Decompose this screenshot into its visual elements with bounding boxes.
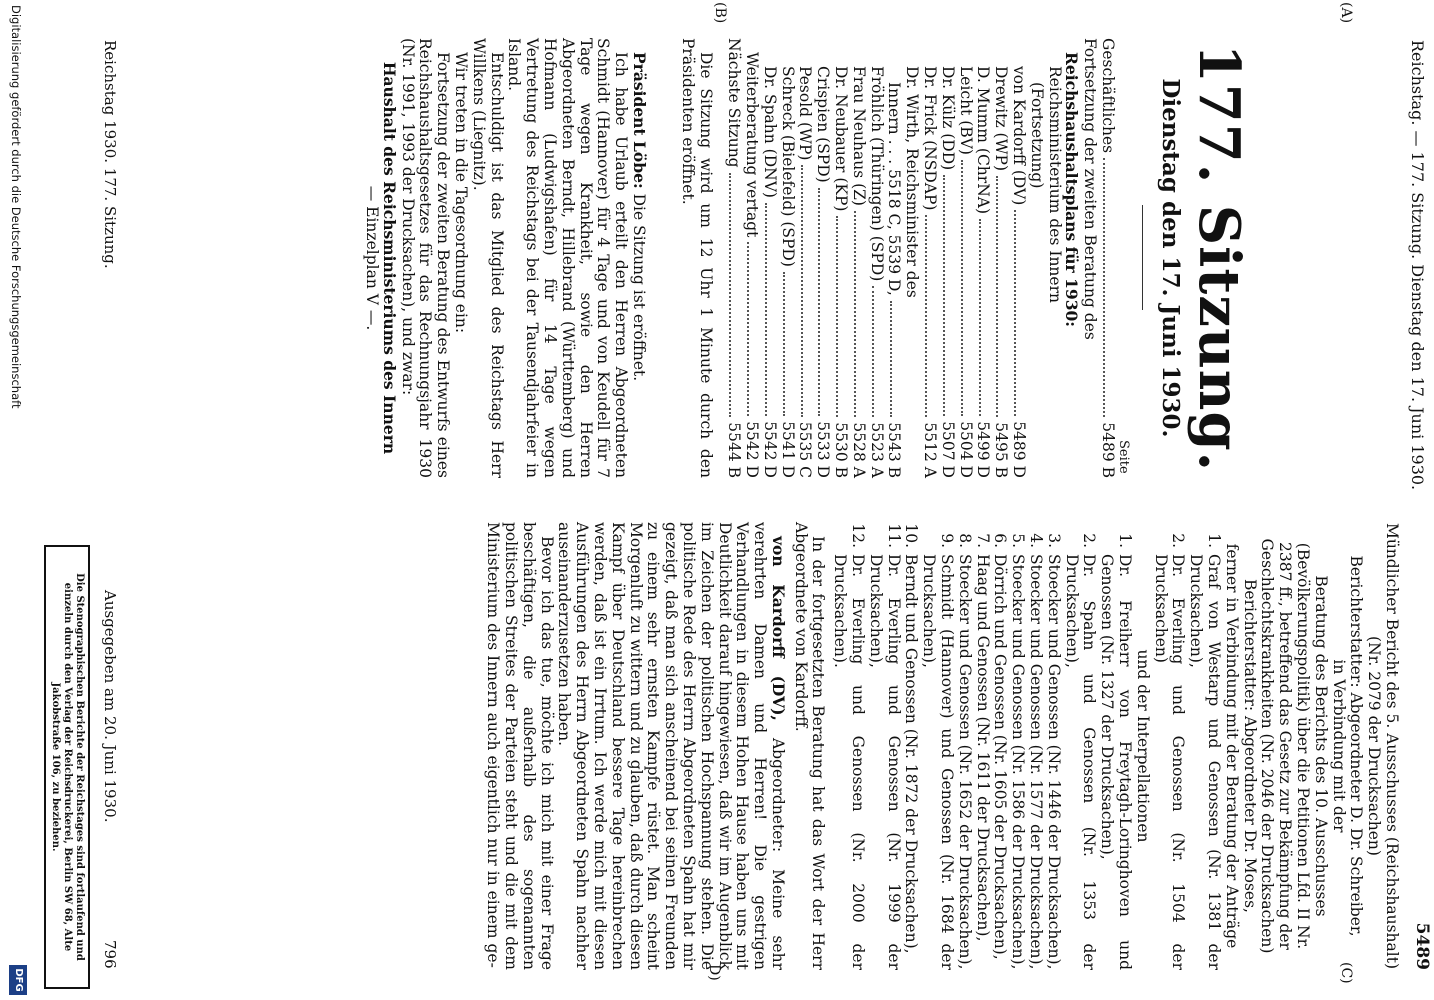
item-text: Stoecker und Genossen (Nr. 1446 der Drucksachen), — [1044, 554, 1063, 970]
margin-mark-c: (C) — [1338, 962, 1354, 984]
toc-row — [1009, 38, 1027, 478]
toc-entry: Innern . . . 5518 C, 5539 D, — [885, 82, 904, 296]
toc-leader — [996, 176, 998, 417]
toc-entry: Fröhlich (Thüringen) (SPD) — [867, 66, 886, 282]
item-text: Graf von Westarp und Genossen (Nr. 1381 der Drucksachen), — [1187, 554, 1224, 970]
toc-leader — [943, 175, 945, 416]
item-number: 2. — [1169, 533, 1188, 548]
connection-1: in Verbindung mit der — [1329, 659, 1348, 833]
item-text: Haag und Genossen (Nr. 1611 der Drucksachen), — [973, 554, 992, 942]
toc-leader — [801, 165, 803, 416]
toc-entry: Schreck (Bielefeld) (SPD) — [778, 66, 797, 267]
toc-page: 5495 B — [992, 422, 1011, 478]
motion-item — [1151, 522, 1187, 970]
interpellations-heading: und der Interpellationen — [1133, 649, 1152, 843]
interpellation-item — [991, 522, 1009, 970]
toc-entry: Drewitz (WP) — [992, 66, 1011, 172]
toc-row — [849, 38, 867, 478]
excused-paragraph: Entschuldigt ist das Mitglied des Reichstags Herr Willkens (Liegnitz). — [469, 38, 506, 478]
table-of-contents — [724, 38, 1116, 478]
agenda-item: Fortsetzung der zweiten Beratung des Entwurfs eines Reichshaushaltsgesetzes für das Rechnungsjahr 1930 (Nr. 1991, 1993 der Drucksachen), und zwar: — [398, 38, 453, 478]
toc-row — [813, 38, 831, 478]
toc-entry: Geschäftliches — [1099, 38, 1117, 154]
president-section — [362, 38, 648, 478]
kardorff-speaker: von Kardorff (DV), — [768, 536, 788, 721]
interpellations-list — [831, 522, 1134, 970]
right-column — [483, 522, 1400, 970]
toc-page: 5543 B — [885, 422, 904, 478]
kardorff-speech-continued: Bevor ich das tue, möchte ich mich mit einer Frage beschäftigen, die außerhalb des sogenannten politischen Streites der Parteien steht und die mit dem Ministerium des Innern auch eigentlich nur in einem ge- — [484, 522, 556, 970]
toc-page: 5542 D — [743, 421, 762, 478]
toc-page: 5489 B — [1099, 422, 1117, 478]
toc-row — [1098, 38, 1116, 478]
toc-row — [902, 38, 920, 478]
interpellation-item — [902, 522, 920, 970]
session-date: Dienstag den 17. Juni 1930. — [1157, 78, 1184, 438]
toc-leader — [747, 242, 749, 416]
item-text: Stoecker und Genossen (Nr. 1586 der Drucksachen), — [1009, 554, 1028, 970]
toc-leader — [818, 188, 820, 416]
toc-leader — [979, 219, 981, 416]
toc-page: 5528 A — [849, 422, 868, 478]
toc-page: 5512 A — [921, 422, 940, 478]
item-text: Dr. Freiherr von Freytagh-Loringhoven und Genossen (Nr. 1327 der Drucksachen), — [1098, 554, 1135, 970]
toc-row — [885, 38, 903, 478]
toc-row — [1027, 38, 1045, 478]
toc-leader — [872, 286, 874, 417]
toc-leader — [890, 301, 892, 417]
title-rule — [1142, 205, 1143, 310]
toc-row — [991, 38, 1009, 478]
item-text: Dörrich und Genossen (Nr. 1605 der Drucksachen), — [991, 554, 1010, 960]
toc-page: 5507 D — [938, 421, 957, 478]
digitization-footer — [4, 0, 30, 1000]
margin-mark-d: D) — [706, 964, 722, 981]
toc-entry: Weiterberatung vertagt — [743, 52, 762, 238]
toc-page: 5533 D — [814, 421, 833, 478]
item-number: 8. — [955, 533, 974, 548]
toc-row — [778, 38, 796, 478]
toc-entry: Reichshaushaltsplans für 1930: — [1062, 52, 1082, 327]
interpellation-item — [1062, 522, 1098, 970]
item-number: 3. — [1044, 533, 1063, 548]
toc-page: 5530 B — [832, 422, 851, 478]
toc-leader — [783, 272, 785, 416]
interpellation-item — [1097, 522, 1133, 970]
budget-sub: — Einzelplan V —. — [363, 185, 382, 331]
item-text: Stoecker und Genossen (Nr. 1577 der Drucksachen), — [1027, 554, 1046, 970]
motion-item — [1186, 522, 1222, 970]
toc-entry: Leicht (BV) — [956, 66, 975, 155]
toc-row — [956, 38, 974, 478]
toc-entry: Dr. Wirth, Reichsminister des — [903, 66, 922, 298]
running-head-title: Reichstag. — 177. Sitzung. Dienstag den 17. Juni 1930. — [1408, 40, 1427, 491]
motions-list — [1151, 522, 1222, 970]
toc-page: 5523 A — [867, 422, 886, 478]
toc-leader — [836, 216, 838, 417]
page-number: 5489 — [1412, 922, 1432, 970]
budget-heading: Haushalt des Reichsministeriums des Innern — [379, 61, 399, 455]
toc-leader — [1103, 158, 1105, 417]
item-text: Dr. Everling und Genossen (Nr. 2000 der Drucksachen). — [831, 554, 868, 970]
issue-date: Ausgegeben am 20. Juni 1930. — [101, 590, 119, 823]
item-number: 7. — [973, 533, 992, 548]
toc-entry: Crispien (SPD) — [814, 66, 833, 183]
president-speaker: Präsident Löbe: — [630, 52, 649, 189]
toc-leader — [961, 160, 963, 416]
toc-row — [796, 38, 814, 478]
report-1: Mündlicher Bericht des 5. Ausschusses (Reichshaushalt) (Nr. 2079 der Drucksachen) — [1365, 522, 1401, 970]
report-2: Beratung des Berichts des 10. Ausschusses (Bevölkerungspolitik) über die Petitionen Lfd. II Nr. 2387 ff., betreffend das Gesetz zur Bekämpfung der Geschlechtskrankheiten (Nr. 2046 der Drucksachen) — [1258, 538, 1330, 954]
reporter-1: Berichterstatter: Abgeordneter D. Dr. Schreiber, — [1347, 555, 1366, 937]
item-number: 4. — [1027, 533, 1046, 548]
toc-row — [760, 38, 778, 478]
toc-entry: Nächste Sitzung — [725, 38, 744, 168]
margin-mark-b: (B) — [712, 2, 728, 24]
toc-page: 5489 D — [1010, 421, 1029, 478]
publisher-stamp: Die Stenographischen Berichte der Reichstages sind fortlaufend und einzeln durch den Verlag der Reichsdruckerei, Berlin SW 68, Alte Jakobstraße 106, zu beziehen. — [44, 545, 90, 989]
item-text: Dr. Everling und Genossen (Nr. 1504 der Drucksachen) — [1151, 554, 1188, 970]
dfg-logo: DFG — [9, 965, 27, 995]
toc-page: 5541 D — [778, 421, 797, 478]
item-number: 10. — [902, 523, 921, 548]
item-text: Dr. Spahn und Genossen (Nr. 1353 der Drucksachen), — [1062, 554, 1099, 970]
toc-page: 5542 D — [760, 421, 779, 478]
toc-entry: Dr. Spahn (DNV) — [760, 66, 779, 198]
toc-entry: Reichsministerium des Innern — [1045, 66, 1064, 303]
toc-leader — [729, 173, 731, 418]
toc-entry: Dr. Frick (NSDAP) — [921, 66, 940, 211]
footer-text: Digitalisierung gefördert durch die Deutsche Forschungsgemeinschaft — [9, 5, 23, 409]
item-text: Berndt und Genossen (Nr. 1872 der Drucksachen), — [902, 554, 921, 954]
toc-row — [1045, 38, 1063, 478]
bottom-left: Reichstag 1930. 177. Sitzung. — [101, 40, 119, 269]
item-number: 1. — [1205, 533, 1224, 548]
toc-row — [724, 38, 742, 478]
toc-entry: D. Mumm (ChrNA) — [974, 66, 993, 215]
opening-text: Die Sitzung wird um 12 Uhr 1 Minute durch den Präsidenten eröffnet. — [679, 38, 715, 478]
interpellation-item — [831, 522, 867, 970]
toc-entry: (Fortsetzung) — [1027, 82, 1046, 189]
toc-row — [867, 38, 885, 478]
interpellation-item — [1008, 522, 1026, 970]
toc-entry: Dr. Külz (DD) — [938, 66, 957, 171]
interpellation-item — [866, 522, 902, 970]
president-intro: Die Sitzung ist eröffnet. — [630, 193, 648, 382]
agenda-intro: Wir treten in die Tagesordnung ein: — [452, 52, 471, 334]
item-number: 6. — [991, 533, 1010, 548]
bottom-line — [98, 40, 118, 970]
interpellation-item — [955, 522, 973, 970]
toc-entry: Pesold (WP) — [796, 66, 815, 161]
margin-mark-a: (A) — [1338, 2, 1354, 24]
toc-entry: von Kardorff (DV) — [1010, 66, 1029, 206]
running-head — [1404, 40, 1430, 970]
toc-leader — [854, 211, 856, 417]
toc-row — [938, 38, 956, 478]
item-number: 12. — [849, 523, 868, 548]
toc-leader — [1014, 210, 1016, 416]
reporter-2: Berichterstatter: Abgeordneter Dr. Moses, — [1240, 579, 1259, 913]
toc-entry: Fortsetzung der zweiten Beratung des — [1081, 38, 1100, 340]
toc-seite-label: Seite — [1116, 440, 1131, 474]
toc-row — [974, 38, 992, 478]
item-number: 11. — [884, 523, 903, 548]
toc-entry: Frau Neuhaus (Z) — [849, 66, 868, 206]
session-title: 177. Sitzung. — [1186, 43, 1252, 473]
item-text: Stoecker und Genossen (Nr. 1652 der Drucksachen), — [955, 554, 974, 970]
item-number: 1. — [1116, 533, 1135, 548]
connection-2: ferner in Verbindung mit der Beratung der Anträge — [1222, 543, 1241, 949]
toc-page: 5499 D — [974, 421, 993, 478]
opening-note — [678, 38, 714, 478]
interpellation-item — [919, 522, 955, 970]
item-text: Schmidt (Hannover) und Genossen (Nr. 1684 der Drucksachen), — [920, 554, 957, 970]
floor-note: In der fortgesetzten Beratung hat das Wort der Herr Abgeordnete von Kardorff. — [791, 522, 828, 970]
toc-page: 5544 B — [725, 422, 744, 478]
item-number: 2. — [1080, 533, 1099, 548]
item-number: 5. — [1009, 533, 1028, 548]
interpellation-item — [1044, 522, 1062, 970]
sheet-number: 796 — [101, 940, 119, 969]
toc-leader — [765, 203, 767, 416]
toc-leader — [925, 215, 927, 417]
interpellation-item — [973, 522, 991, 970]
toc-row — [831, 38, 849, 478]
toc-row — [920, 38, 938, 478]
toc-entry: Dr. Neubauer (KP) — [832, 66, 851, 212]
item-number: 9. — [938, 533, 957, 548]
toc-row — [1080, 38, 1098, 478]
toc-row — [742, 38, 760, 478]
toc-row — [1063, 38, 1081, 478]
kardorff-speech: Abgeordneter: Meine sehr verehrten Damen und Herren! Die gestrigen Verhandlungen in diesem Hohen Hause haben uns mit Deutlichkeit darauf hingewiesen, daß wir im Augenblick im Zeichen der politischen Hochspannung stehen. Die politische Rede des Herrn Abgeordneten Spahn hat mir gezeigt, daß man sich anscheinend bei seinen Freunden zu einem sehr ernsten Kampfe rüstet. Man scheint Morgenluft zu wittern und zu glauben, daß durch diesen Kampf über Deutschland bessere Tage hereinbrechen werden, daß ist ein Irrtum. Ich werde mich mit diesen Ausführungen des Herrn Abgeordneten Spahn nachher auseinanderzusetzen haben. — [555, 522, 787, 970]
toc-page: 5535 C — [796, 421, 815, 478]
interpellation-item — [1026, 522, 1044, 970]
toc-page: 5504 D — [956, 421, 975, 478]
leave-paragraph: Ich habe Urlaub erteilt den Herren Abgeordneten Schmidt (Hannover) für 4 Tage und von Keudell für 7 Tage wegen Krankheit, sowie den Herren Abgeordneten Berndt, Hillebrand (Württemberg) und Hofmann (Ludwigshafen) für 14 Tage wegen Vertretung des Reichstags bei der Tausendjahrfeier in Island. — [505, 38, 631, 478]
item-text: Dr. Everling und Genossen (Nr. 1999 der Drucksachen), — [866, 554, 903, 970]
